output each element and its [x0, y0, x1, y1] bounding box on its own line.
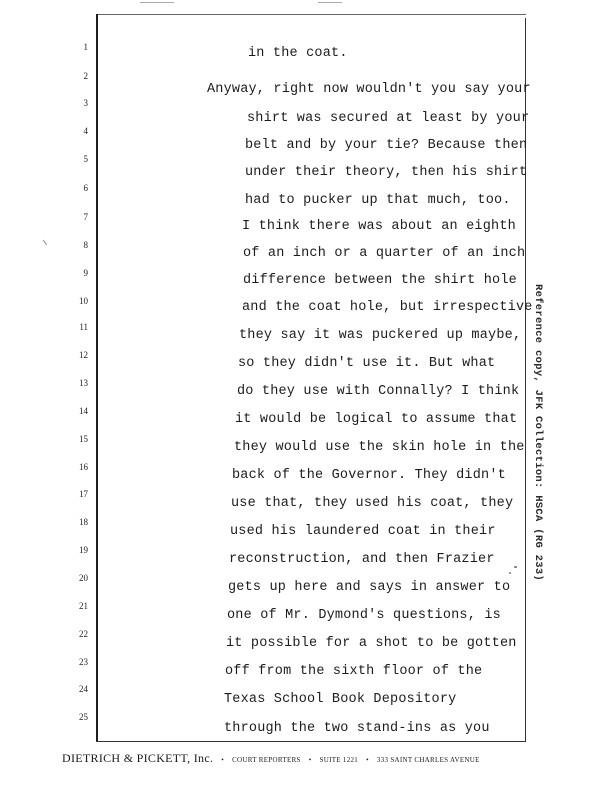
scan-speck — [509, 572, 511, 574]
line-number: 2 — [83, 71, 88, 81]
transcript-line: and the coat hole, but irrespective — [242, 300, 533, 315]
line-number: 1 — [83, 42, 88, 52]
transcript-line: they say it was puckered up maybe, — [239, 328, 522, 343]
transcript-line: they would use the skin hole in the — [234, 440, 525, 455]
line-number: 8 — [83, 240, 88, 250]
line-number: 11 — [79, 322, 88, 332]
footer — [62, 749, 522, 767]
line-number: 7 — [83, 212, 88, 222]
transcript-line: so they didn't use it. But what — [238, 356, 496, 371]
line-number: 6 — [83, 183, 88, 193]
line-number: 5 — [83, 154, 88, 164]
transcript-line: reconstruction, and then Frazier — [229, 552, 495, 567]
line-number: 16 — [79, 462, 88, 472]
line-number: 4 — [83, 126, 88, 136]
margin-mark — [43, 237, 51, 245]
firm-role: COURT REPORTERS — [232, 756, 301, 764]
page-border-right — [525, 18, 526, 742]
scan-mark — [140, 2, 174, 3]
line-number: 18 — [79, 517, 88, 527]
footer-separator: • — [221, 756, 225, 764]
scan-speck — [514, 566, 517, 568]
firm-name: DIETRICH & PICKETT, Inc. — [62, 751, 214, 765]
transcript-line: one of Mr. Dymond's questions, is — [227, 608, 501, 623]
footer-separator: • — [308, 756, 312, 764]
transcript-line: gets up here and says in answer to — [228, 580, 511, 595]
transcript-line: off from the sixth floor of the — [225, 664, 483, 679]
line-number: 25 — [79, 712, 88, 722]
transcript-line: in the coat. — [248, 46, 348, 61]
transcript-line: it would be logical to assume that — [235, 412, 518, 427]
line-number: 12 — [79, 350, 88, 360]
transcript-line: Anyway, right now wouldn't you say your — [207, 82, 531, 97]
line-number: 3 — [83, 98, 88, 108]
line-number: 17 — [79, 489, 88, 499]
transcript-line: shirt was secured at least by your — [247, 111, 530, 126]
transcript-line: I think there was about an eighth — [242, 219, 516, 234]
page-border-top — [96, 14, 526, 15]
transcript-line: used his laundered coat in their — [230, 524, 496, 539]
line-number: 24 — [79, 684, 88, 694]
transcript-line: under their theory, then his shirt — [245, 165, 528, 180]
reference-stamp: Reference copy, JFK Collection: HSCA (RG 233) — [532, 284, 544, 582]
line-number: 10 — [79, 296, 88, 306]
line-number: 22 — [79, 629, 88, 639]
page-border-left — [96, 14, 98, 742]
line-number: 23 — [79, 657, 88, 667]
line-number: 20 — [79, 573, 88, 583]
page-border-bottom — [96, 741, 526, 742]
line-number: 19 — [79, 545, 88, 555]
transcript-line: Texas School Book Depository — [224, 692, 457, 707]
line-number: 15 — [79, 434, 88, 444]
scan-mark — [318, 2, 342, 3]
transcript-line: difference between the shirt hole — [243, 273, 517, 288]
transcript-line: of an inch or a quarter of an inch — [243, 246, 526, 261]
transcript-line: it possible for a shot to be gotten — [226, 636, 517, 651]
line-number: 13 — [79, 378, 88, 388]
line-number: 21 — [79, 601, 88, 611]
transcript-line: use that, they used his coat, they — [231, 496, 514, 511]
transcript-line: through the two stand-ins as you — [224, 721, 490, 736]
transcript-line: belt and by your tie? Because then — [245, 138, 528, 153]
firm-address: 333 SAINT CHARLES AVENUE — [376, 756, 480, 764]
line-number: 9 — [83, 268, 88, 278]
line-number: 14 — [79, 406, 88, 416]
footer-separator: • — [366, 756, 369, 764]
firm-suite: SUITE 1221 — [319, 756, 359, 764]
transcript-line: back of the Governor. They didn't — [232, 468, 506, 483]
transcript-line: had to pucker up that much, too. — [245, 193, 511, 208]
transcript-line: do they use with Connally? I think — [237, 384, 520, 399]
